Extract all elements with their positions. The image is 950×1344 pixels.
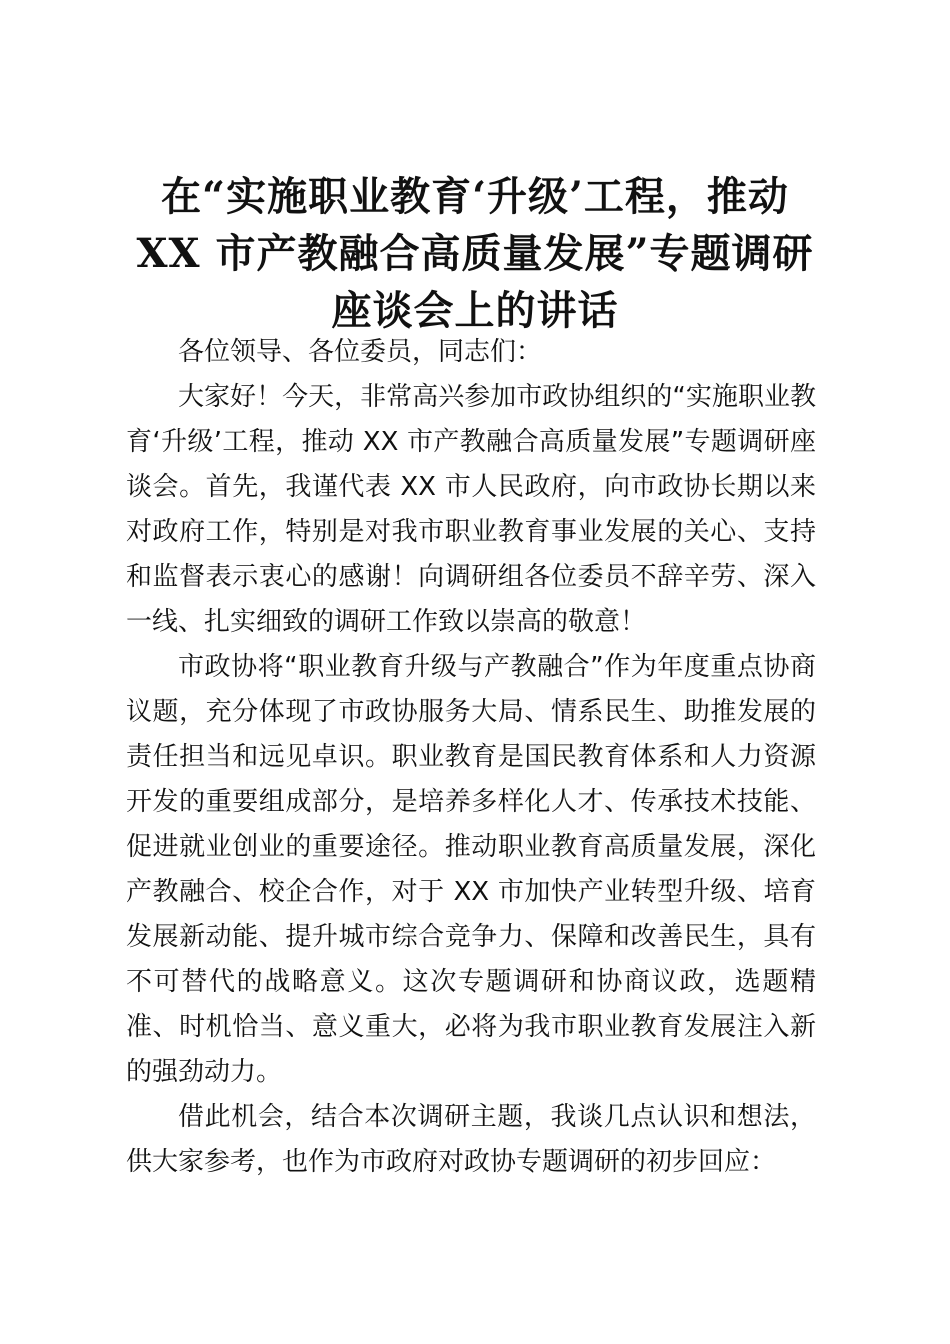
title-line-3: 座谈会上的讲话 <box>331 287 619 334</box>
title-line-1: 在“实施职业教育‘升级’工程，推动 <box>161 173 789 220</box>
title-line-2: XX 市产教融合高质量发展”专题调研 <box>136 230 814 277</box>
paragraph-greeting: 大家好！今天，非常高兴参加市政协组织的“实施职业教育‘升级’工程，推动 XX 市产教融合高质量发展”专题调研座谈会。首先，我谨代表 XX 市人民政府，向市政协长期以来对政府工作，特别是对我市职业教育事业发展的关心、支持和监督表示衷心的感谢！向调研组各位委员不辞辛劳、深入一线、扎实细致的调研工作致以崇高的敬意！ <box>126 382 816 637</box>
document-title <box>120 168 830 339</box>
salutation: 各位领导、各位委员，同志们： <box>178 337 543 367</box>
document-body <box>126 330 816 1185</box>
paragraph-significance: 市政协将“职业教育升级与产教融合”作为年度重点协商议题，充分体现了市政协服务大局、情系民生、助推发展的责任担当和远见卓识。职业教育是国民教育体系和人力资源开发的重要组成部分，是培养多样化人才、传承技术技能、促进就业创业的重要途径。推动职业教育高质量发展，深化产教融合、校企合作，对于 XX 市加快产业转型升级、培育发展新动能、提升城市综合竞争力、保障和改善民生，具有不可替代的战略意义。这次专题调研和协商议政，选题精准、时机恰当、意义重大，必将为我市职业教育发展注入新的强劲动力。 <box>126 652 816 1087</box>
paragraph-transition: 借此机会，结合本次调研主题，我谈几点认识和想法，供大家参考，也作为市政府对政协专题调研的初步回应： <box>126 1102 816 1177</box>
